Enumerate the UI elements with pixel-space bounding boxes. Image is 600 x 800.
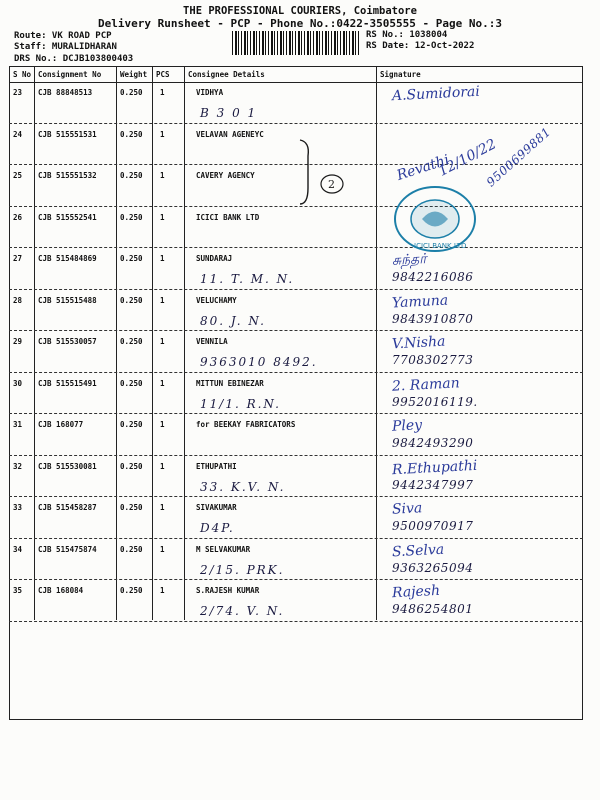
row-pcs: 1: [160, 254, 165, 263]
row-pcs: 1: [160, 461, 165, 471]
row-weight: 0.250: [120, 544, 143, 554]
row-consignment-no: CJB 88848513: [38, 88, 93, 97]
group-signature: Revathi: [394, 152, 452, 184]
row-sno: 24: [13, 129, 23, 139]
runsheet-title: Delivery Runsheet - PCP - Phone No.:0422-3505555 - Page No.:3: [98, 17, 502, 30]
barcode: [232, 31, 360, 55]
row-pcs: 1: [160, 420, 165, 429]
row-separator: [9, 289, 583, 290]
row-weight: 0.250: [120, 420, 143, 429]
row-signature: S.Selva: [391, 541, 445, 560]
row-consignee-name: S.RAJESH KUMAR: [196, 586, 260, 595]
row-signature: V.Nisha: [391, 333, 446, 353]
row-separator: [9, 413, 583, 414]
row-weight: 0.250: [120, 254, 143, 263]
row-weight: 0.250: [120, 337, 143, 346]
row-pcs: 1: [160, 544, 165, 554]
row-signature: Rajesh: [391, 582, 441, 602]
row-weight: 0.250: [120, 295, 143, 305]
row-consignee-name: ICICI BANK LTD: [196, 212, 260, 222]
row-consignment-no: CJB 168084: [38, 586, 84, 595]
row-pcs: 1: [160, 378, 165, 388]
row-sno: 32: [13, 461, 23, 471]
row-consignment-no: CJB 515515491: [38, 378, 97, 388]
row-phone: 9486254801: [392, 602, 474, 616]
row-weight: 0.250: [120, 378, 143, 388]
row-consignee-name: M SELVAKUMAR: [196, 544, 251, 554]
row-address: 2/15. PRK.: [200, 562, 285, 577]
circled-count: [318, 172, 346, 196]
row-address: 33. K.V. N.: [200, 479, 286, 494]
row-signature: சுந்தர்: [391, 251, 427, 269]
col-header-sno: S No: [13, 70, 32, 79]
row-sno: 33: [13, 503, 23, 512]
row-phone: 9843910870: [392, 311, 474, 326]
row-consignee-name: for BEEKAY FABRICATORS: [196, 420, 296, 429]
row-consignee-name: MITTUN EBINEZAR: [196, 378, 264, 388]
row-consignee-name: VIDHYA: [196, 88, 224, 97]
row-pcs: 1: [160, 171, 165, 180]
row-address: 11/1. R.N.: [200, 396, 281, 411]
row-consignee-name: VELAVAN AGENEYC: [196, 129, 264, 139]
row-signature: R.Ethupathi: [391, 457, 478, 478]
row-separator: [9, 123, 583, 124]
row-pcs: 1: [160, 212, 165, 222]
row-sno: 30: [13, 378, 23, 388]
row-consignment-no: CJB 515552541: [38, 212, 97, 222]
route-label: Route: VK ROAD PCP: [14, 31, 112, 41]
row-signature: A.Sumidorai: [391, 83, 481, 105]
rs-date: RS Date: 12-Oct-2022: [366, 41, 475, 51]
staff-label: Staff: MURALIDHARAN: [14, 42, 117, 52]
row-consignee-name: SUNDARAJ: [196, 254, 233, 263]
row-separator: [9, 455, 583, 456]
row-separator: [9, 247, 583, 248]
row-phone: 9952016119.: [392, 394, 478, 409]
row-phone: 9442347997: [392, 477, 474, 492]
row-consignee-name: ETHUPATHI: [196, 461, 237, 471]
col-header-pcs: PCS: [156, 70, 170, 79]
row-sno: 35: [13, 586, 23, 595]
row-separator: [9, 330, 583, 331]
row-consignment-no: CJB 515551531: [38, 129, 97, 139]
row-sno: 25: [13, 171, 23, 180]
row-address: B 3 0 1: [200, 106, 258, 120]
row-phone: 7708302773: [392, 353, 474, 367]
row-separator: [9, 538, 583, 539]
row-address: 11. T. M. N.: [200, 272, 295, 286]
row-sno: 27: [13, 254, 23, 263]
row-separator: [9, 579, 583, 580]
row-signature: 2. Raman: [391, 374, 461, 395]
row-weight: 0.250: [120, 129, 143, 139]
row-consignment-no: CJB 515530081: [38, 461, 97, 471]
svg-text:ICICI BANK LTD: ICICI BANK LTD: [414, 242, 467, 250]
row-consignee-name: VELUCHAMY: [196, 295, 237, 305]
row-weight: 0.250: [120, 212, 143, 222]
row-sno: 29: [13, 337, 23, 346]
row-separator: [9, 496, 583, 497]
row-consignee-name: CAVERY AGENCY: [196, 171, 255, 180]
row-consignment-no: CJB 515484869: [38, 254, 97, 263]
table-header-border: [9, 82, 583, 83]
row-separator: [9, 621, 583, 622]
bank-stamp: [392, 184, 478, 254]
drs-number: DRS No.: DCJB103800403: [14, 54, 134, 64]
col-header-consignment: Consignment No: [38, 70, 102, 79]
table-top-border: [9, 66, 583, 67]
row-weight: 0.250: [120, 586, 143, 595]
col-header-weight: Weight: [120, 70, 148, 79]
row-pcs: 1: [160, 586, 165, 595]
row-phone: 9500970917: [392, 519, 474, 533]
row-signature: Yamuna: [391, 292, 449, 311]
group-phone: 9500699881: [483, 124, 554, 190]
row-phone: 9842216086: [392, 270, 474, 284]
row-weight: 0.250: [120, 461, 143, 471]
row-phone: 9842493290: [392, 436, 474, 450]
row-pcs: 1: [160, 295, 165, 305]
row-sno: 23: [13, 88, 23, 97]
row-sno: 28: [13, 295, 23, 305]
row-consignment-no: CJB 515515488: [38, 295, 97, 305]
row-phone: 9363265094: [392, 560, 474, 575]
row-consignee-name: SIVAKUMAR: [196, 503, 237, 512]
row-consignee-name: VENNILA: [196, 337, 228, 346]
row-weight: 0.250: [120, 503, 143, 512]
col-header-consignee: Consignee Details: [188, 70, 265, 79]
row-address: 9363010 8492.: [200, 355, 318, 369]
row-consignment-no: CJB 515458287: [38, 503, 97, 512]
row-pcs: 1: [160, 337, 165, 346]
group-sign-date: 12/10/22: [435, 136, 499, 180]
row-address: D4P.: [200, 521, 235, 535]
row-signature: Pley: [391, 417, 423, 435]
row-sno: 34: [13, 544, 23, 554]
row-signature: Siva: [391, 500, 423, 518]
rs-number: RS No.: 1038004: [366, 30, 448, 40]
row-separator: [9, 372, 583, 373]
row-sno: 26: [13, 212, 23, 222]
row-pcs: 1: [160, 129, 165, 139]
row-address: 80. J. N.: [200, 313, 266, 328]
row-consignment-no: CJB 168077: [38, 420, 84, 429]
row-pcs: 1: [160, 88, 165, 97]
row-consignment-no: CJB 515530057: [38, 337, 97, 346]
col-header-signature: Signature: [380, 70, 421, 79]
row-weight: 0.250: [120, 88, 143, 97]
svg-text:2: 2: [328, 178, 335, 191]
row-consignment-no: CJB 515551532: [38, 171, 97, 180]
row-weight: 0.250: [120, 171, 143, 180]
row-address: 2/74. V. N.: [200, 604, 285, 618]
row-sno: 31: [13, 420, 23, 429]
row-consignment-no: CJB 515475874: [38, 544, 97, 554]
bracket-mark: [296, 138, 316, 208]
row-pcs: 1: [160, 503, 165, 512]
company-title: THE PROFESSIONAL COURIERS, Coimbatore: [183, 5, 417, 17]
